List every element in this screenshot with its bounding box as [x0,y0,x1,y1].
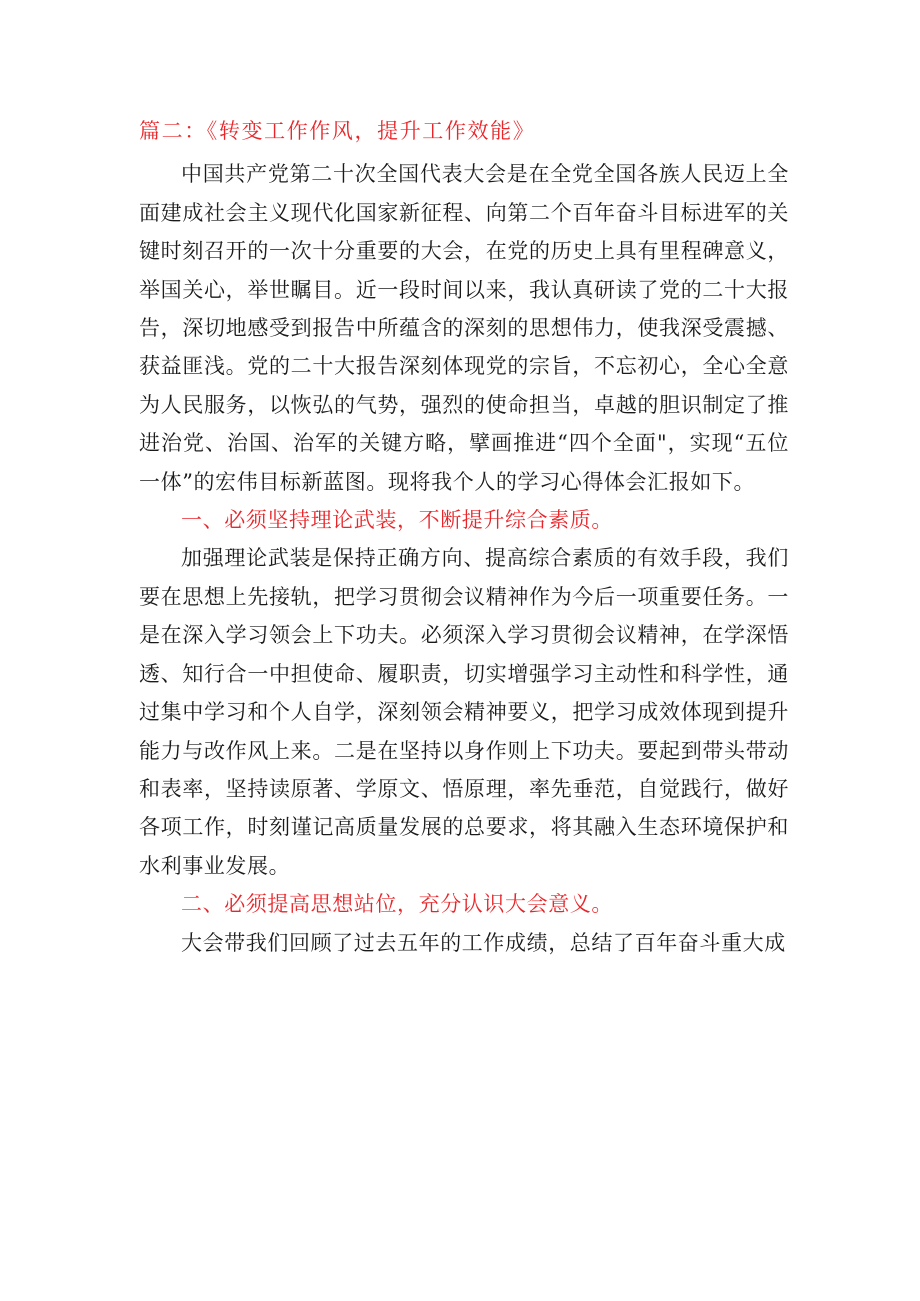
document-content [139,112,789,962]
section-1-paragraph: 加强理论武装是保持正确方向、提高综合素质的有效手段，我们要在思想上先接轨，把学习贯彻会议精神作为今后一项重要任务。一是在深入学习领会上下功夫。必须深入学习贯彻会议精神，在学深悟透、知行合一中担使命、履职责，切实增强学习主动性和科学性，通过集中学习和个人自学，深刻领会精神要义，把学习成效体现到提升能力与改作风上来。二是在坚持以身作则上下功夫。要起到带头带动和表率，坚持读原著、学原文、悟原理，率先垂范，自觉践行，做好各项工作，时刻谨记高质量发展的总要求，将其融入生态环境保护和水利事业发展。 [139,546,789,878]
section-heading-2: 二、必须提高思想站位，充分认识大会意义。 [181,892,613,917]
article-title: 篇二：《转变工作作风，提升工作效能》 [139,119,536,143]
intro-paragraph: 中国共产党第二十次全国代表大会是在全党全国各族人民迈上全面建成社会主义现代化国家新征程、向第二个百年奋斗目标进军的关键时刻召开的一次十分重要的大会，在党的历史上具有里程碑意义，举国关心，举世瞩目。近一段时间以来，我认真研读了党的二十大报告，深切地感受到报告中所蕴含的深刻的思想伟力，使我深受震撼、获益匪浅。党的二十大报告深刻体现党的宗旨，不忘初心，全心全意为人民服务，以恢弘的气势，强烈的使命担当，卓越的胆识制定了推进治党、治国、治军的关键方略，擘画推进“四个全面"，实现“五位一体”的宏伟目标新蓝图。现将我个人的学习心得体会汇报如下。 [139,162,789,494]
section-2-paragraph: 大会带我们回顾了过去五年的工作成绩，总结了百年奋斗重大成 [181,930,786,955]
section-heading-1: 一、必须坚持理论武装，不断提升综合素质。 [181,508,613,533]
